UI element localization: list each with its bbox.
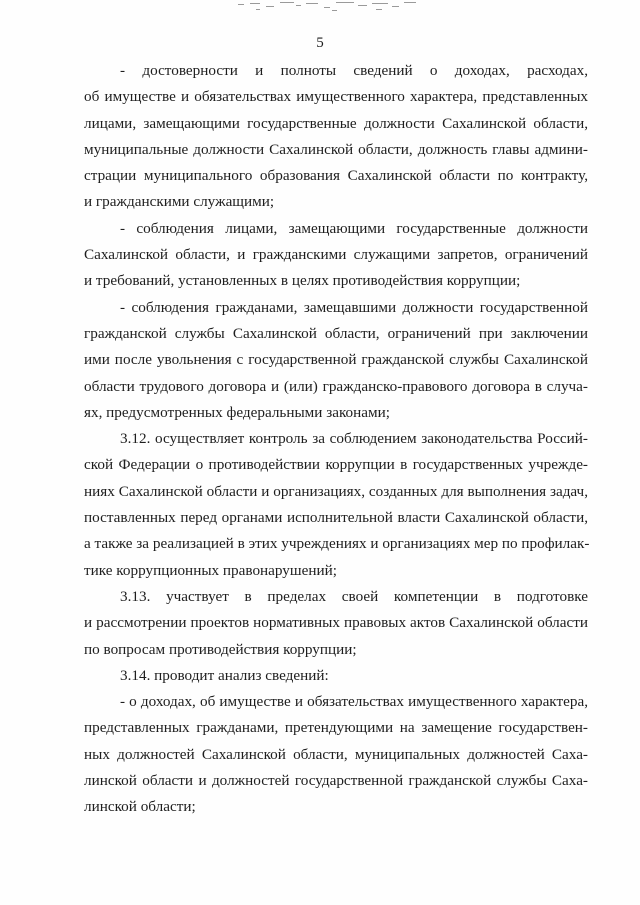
text-line: об имуществе и обязательствах имущественного характера, представленных (84, 88, 588, 106)
text-line: ими после увольнения с государственной гражданской службы Сахалинской (84, 351, 588, 369)
paragraph-item-3-14-income (84, 689, 588, 820)
paragraph-compliance-former (84, 295, 588, 426)
text-line: Сахалинской области, и гражданскими служащими запретов, ограничений (84, 246, 588, 264)
text-line: ях, предусмотренных федеральными законами; (84, 403, 390, 421)
text-line: - соблюдения гражданами, замещавшими должности государственной (120, 298, 588, 316)
text-line: страции муниципального образования Сахалинской области по контракту, (84, 167, 588, 185)
text-line: ных должностей Сахалинской области, муниципальных должностей Саха- (84, 745, 588, 763)
text-line: поставленных перед органами исполнительной власти Сахалинской области, (84, 509, 588, 527)
text-line: линской области и должностей государственной гражданской службы Саха- (84, 772, 588, 790)
text-line: тике коррупционных правонарушений; (84, 561, 337, 579)
text-line: по вопросам противодействия коррупции; (84, 640, 357, 658)
text-line: - о доходах, об имуществе и обязательствах имущественного характера, (120, 693, 588, 711)
text-line: - достоверности и полноты сведений о доходах, расходах, (120, 62, 588, 79)
paragraph-item-3-13 (84, 584, 588, 663)
text-line: а также за реализацией в этих учреждениях и организациях мер по профилак- (84, 535, 590, 553)
text-line: - соблюдения лицами, замещающими государственные должности (120, 219, 588, 237)
text-line: муниципальные должности Сахалинской области, должность главы админи- (84, 140, 588, 158)
text-line: линской области; (84, 798, 196, 816)
text-line: 3.13. участвует в пределах своей компетенции в подготовке (120, 587, 588, 605)
text-line: представленных гражданами, претендующими на замещение государствен- (84, 719, 588, 737)
text-line: 3.12. осуществляет контроль за соблюдением законодательства Россий- (120, 430, 588, 448)
text-line: и гражданскими служащими; (84, 193, 275, 211)
text-line: 3.14. проводит анализ сведений: (120, 666, 329, 684)
paragraph-item-3-12 (84, 426, 588, 584)
text-line: ниях Сахалинской области и организациях, созданных для выполнения задач, (84, 482, 588, 500)
paragraph-compliance-officials (84, 216, 588, 295)
paragraph-reliability (84, 58, 588, 216)
text-line: области трудового договора и (или) гражданско-правового договора в случа- (84, 377, 588, 395)
text-line: лицами, замещающими государственные должности Сахалинской области, (84, 114, 588, 132)
scan-artifact (236, 0, 426, 18)
text-line: гражданской службы Сахалинской области, ограничений при заключении (84, 324, 588, 342)
text-line: и рассмотрении проектов нормативных правовых актов Сахалинской области (84, 614, 588, 632)
page-number: 5 (316, 35, 324, 51)
text-line: и требований, установленных в целях противодействия коррупции; (84, 272, 521, 290)
document-body (84, 58, 588, 821)
paragraph-item-3-14 (84, 663, 588, 689)
text-line: ской Федерации о противодействии коррупции в государственных учрежде- (84, 456, 588, 474)
